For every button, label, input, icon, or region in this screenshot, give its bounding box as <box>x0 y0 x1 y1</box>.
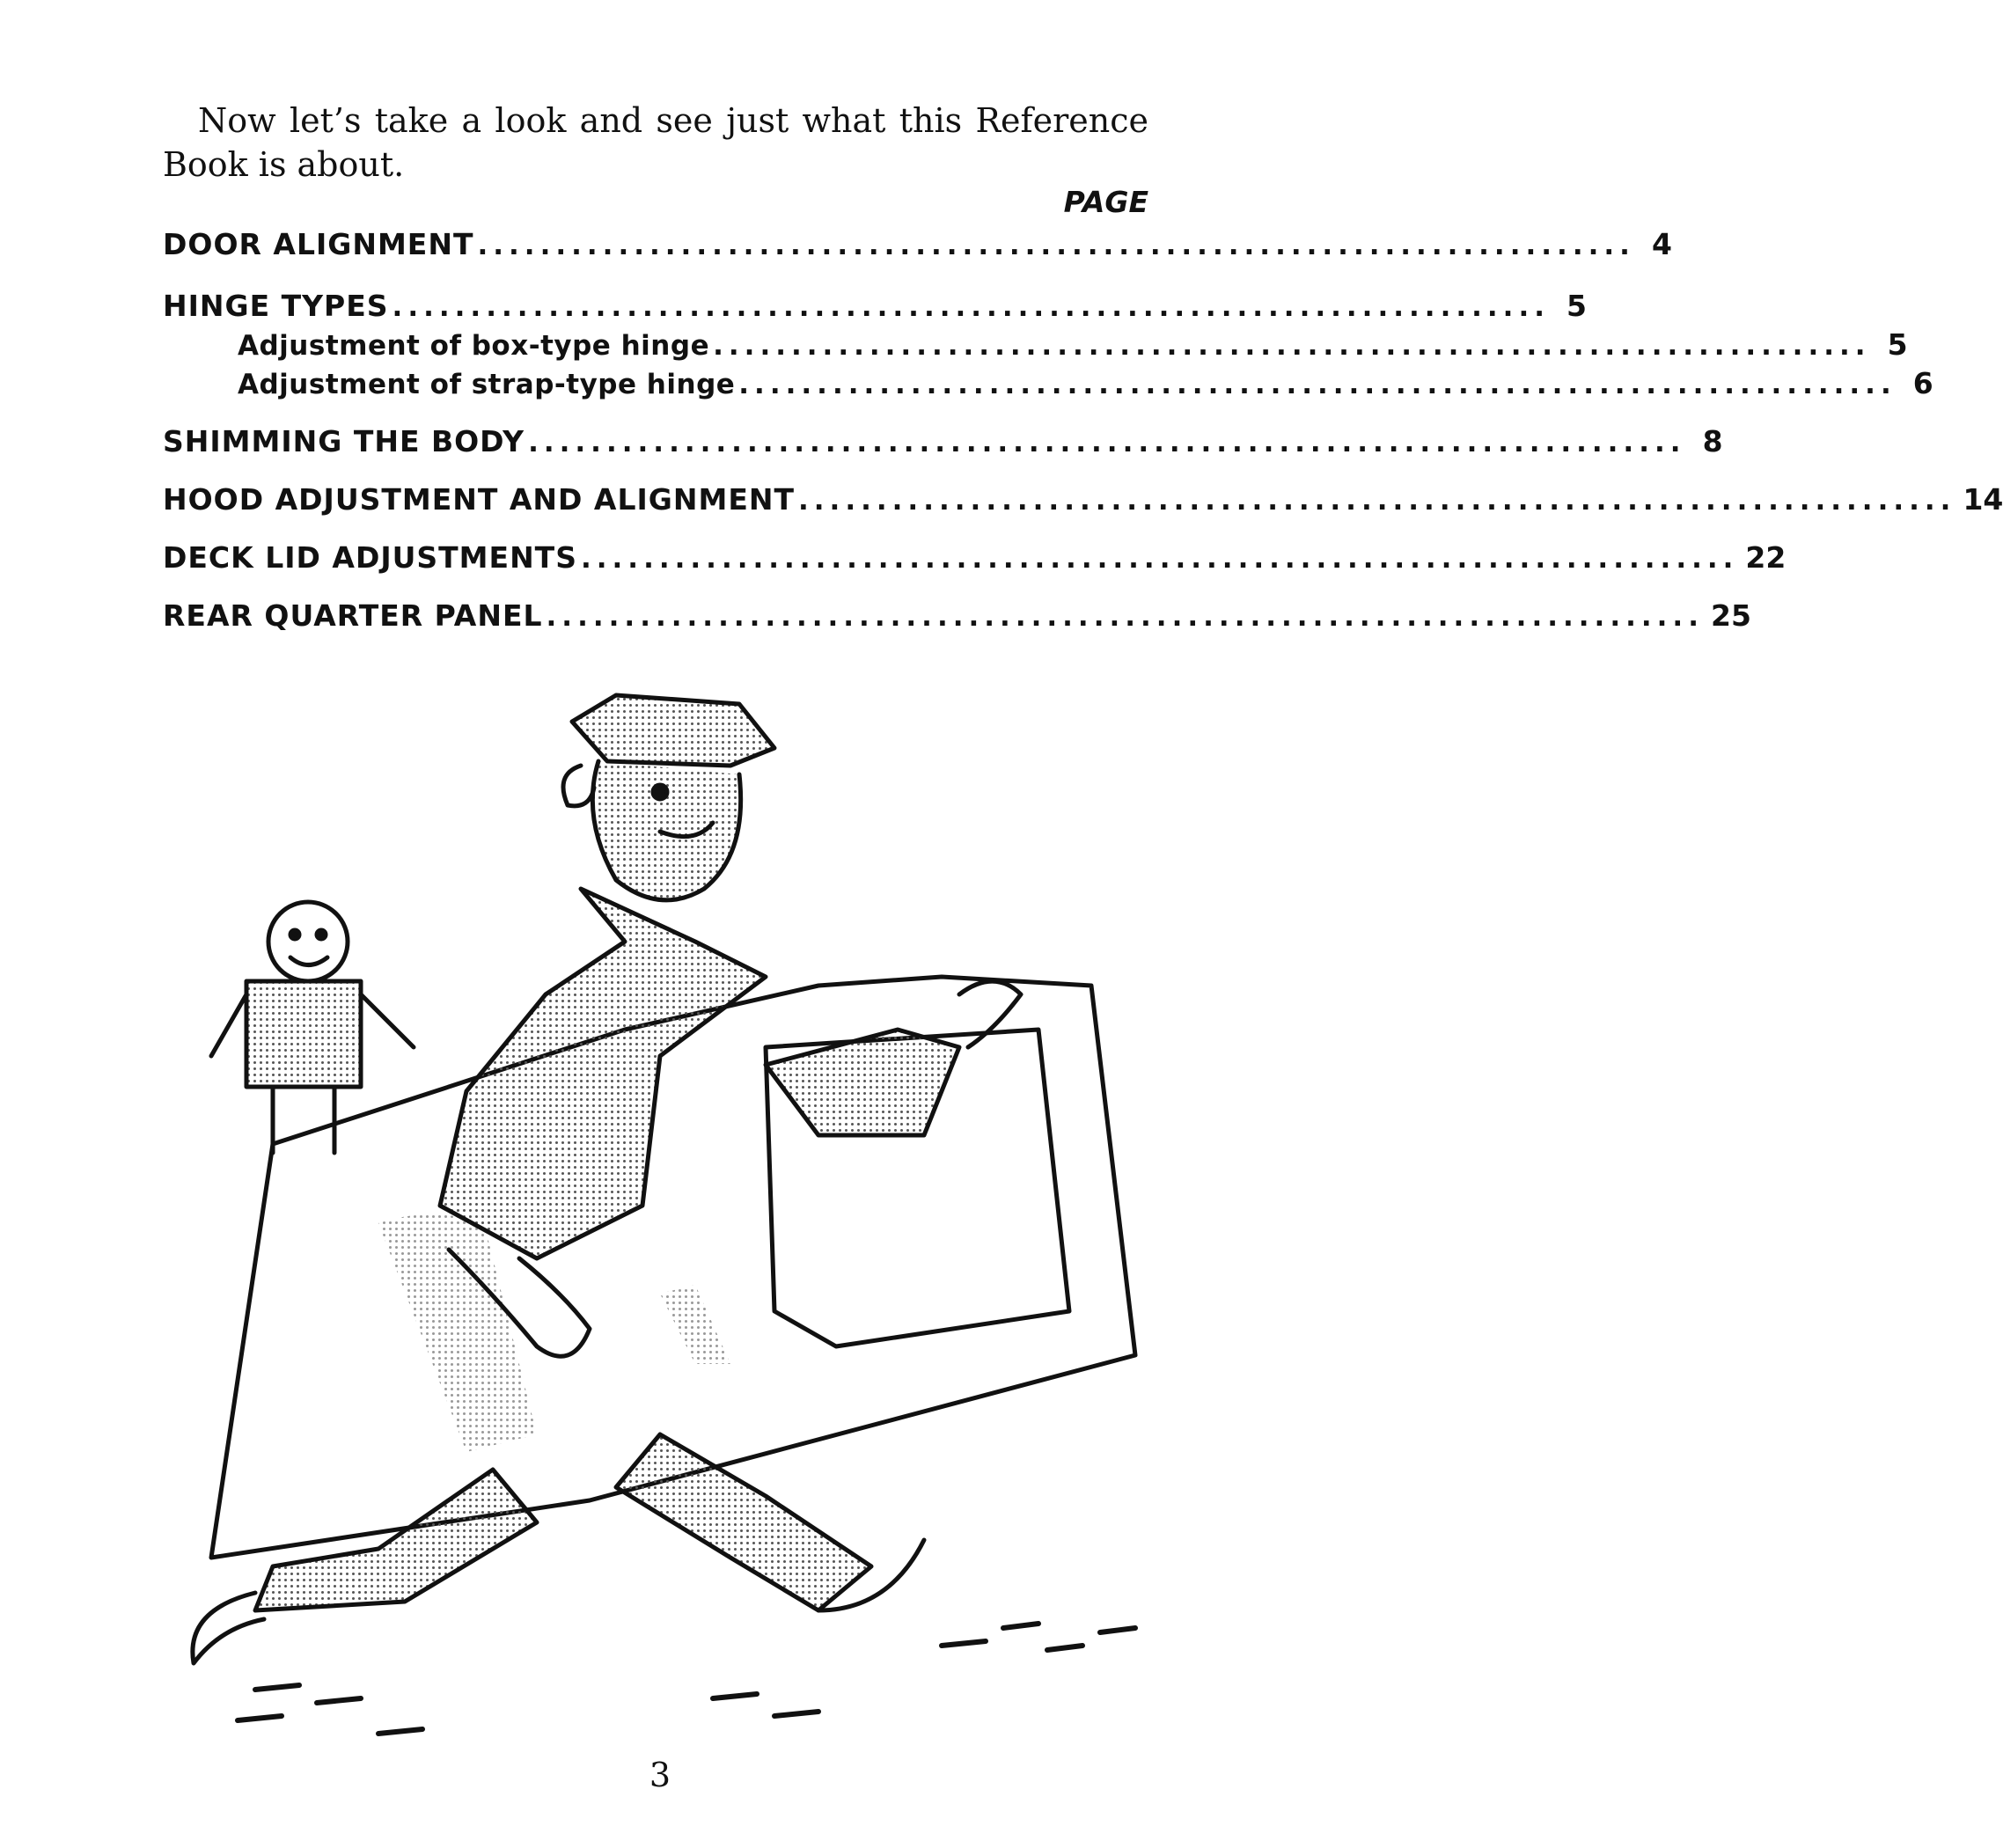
toc-entry-page: 14 <box>1963 482 2003 517</box>
toc-entry-title: Adjustment of box-type hinge <box>238 330 710 362</box>
toc-entry-strap-type-hinge <box>238 366 1933 405</box>
toc-entry-title: HOOD ADJUSTMENT AND ALIGNMENT <box>163 482 795 517</box>
toc-page-column-header: PAGE <box>1063 185 1148 219</box>
dot-leader: .......................................................................... <box>546 601 1704 633</box>
toc-entry-page: 22 <box>1745 540 1787 575</box>
toc-entry-door-alignment <box>163 227 1672 266</box>
toc-entry-title: REAR QUARTER PANEL <box>163 598 543 633</box>
page-number: 3 <box>649 1756 671 1794</box>
toc-entry-page: 4 <box>1651 227 1672 261</box>
intro-paragraph: Now let’s take a look and see just what this Reference Book is about. <box>163 101 1148 184</box>
toc-entry-box-type-hinge <box>238 327 1908 366</box>
toc-entry-page: 8 <box>1702 424 1723 458</box>
toc-entry-page: 5 <box>1566 289 1587 323</box>
dot-leader: .......................................................................... <box>798 485 1956 517</box>
toc-entry-page: 5 <box>1887 327 1908 362</box>
dot-leader: .......................................................................... <box>580 543 1739 575</box>
toc-entry-hinge-types <box>163 289 1587 327</box>
toc-entry-rear-quarter-panel <box>163 598 1751 637</box>
toc-entry-deck-lid <box>163 540 1787 579</box>
toc-entry-shimming-the-body <box>163 424 1723 463</box>
toc-entry-title: DECK LID ADJUSTMENTS <box>163 540 577 575</box>
dot-leader: .......................................................................... <box>713 330 1871 362</box>
toc-entry-hood-adjustment <box>163 482 2003 521</box>
toc-entry-title: HINGE TYPES <box>163 289 389 323</box>
toc-entry-page: 25 <box>1710 598 1751 633</box>
dot-leader: .......................................................................... <box>738 369 1897 400</box>
toc-entry-title: DOOR ALIGNMENT <box>163 227 474 261</box>
dot-leader: .......................................................................... <box>392 291 1550 323</box>
toc-entry-page: 6 <box>1912 366 1933 400</box>
cartoon-mechanic-carrying-car-door-illustration <box>202 678 1206 1760</box>
dot-leader: .......................................................................... <box>528 427 1686 458</box>
toc-entry-title: SHIMMING THE BODY <box>163 424 525 458</box>
dot-leader: .......................................................................... <box>477 230 1635 261</box>
toc-entry-title: Adjustment of strap-type hinge <box>238 369 736 400</box>
